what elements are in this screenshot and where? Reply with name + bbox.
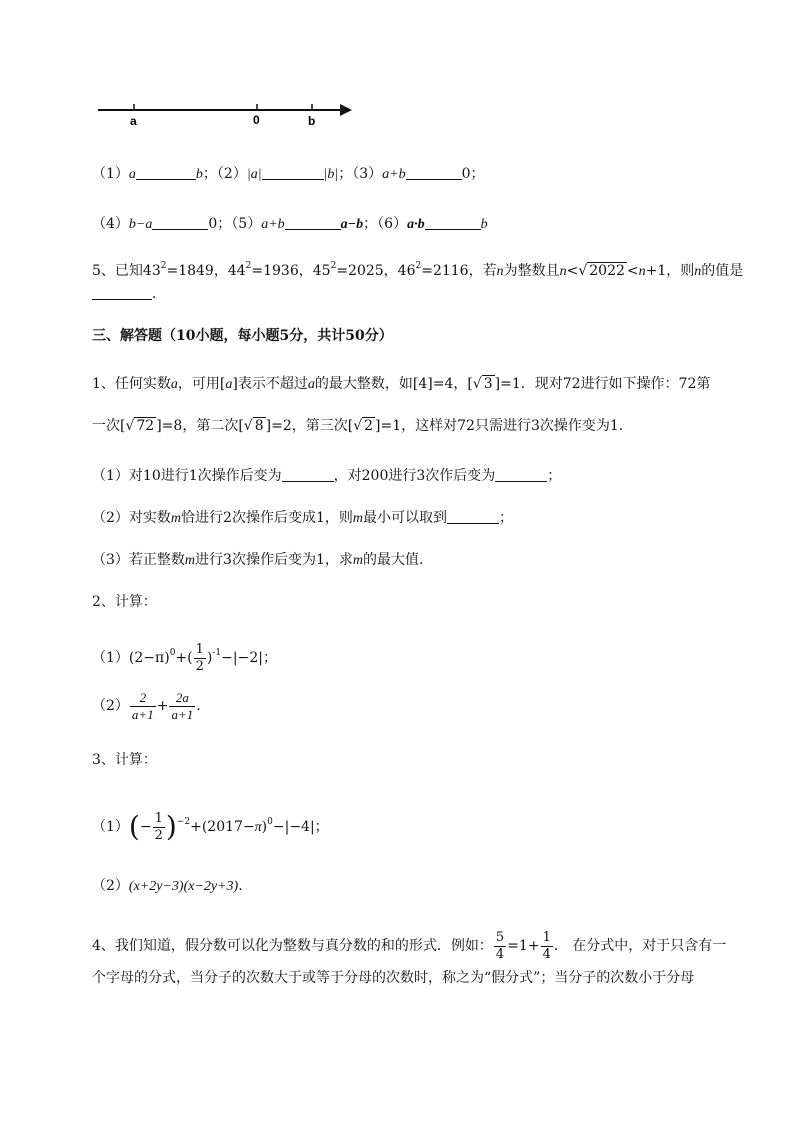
text: ]=1．现对72进行如下操作：72第 (494, 376, 711, 392)
end: ． (238, 878, 253, 894)
expr: b−a (128, 217, 153, 232)
number-line-arrow (340, 104, 352, 116)
sqrt-value: 2022 (589, 263, 625, 279)
sup: 2 (330, 261, 337, 271)
expr: (2−π) (128, 650, 170, 666)
problem-2-title: 2、计算： (92, 594, 157, 610)
text: =1849，44 (166, 263, 246, 279)
sqrt-value: 72 (136, 418, 155, 434)
var-m: m (352, 511, 363, 526)
pi: π (254, 820, 262, 835)
question-5: 5、已知$43^2=1849$，$44^2=1936$，$45^2=2025$，$46^2=2116$，若n为整数且n<√ 2022 <n+1，则n的值是 (92, 261, 744, 279)
fraction (194, 642, 206, 675)
blank[interactable] (285, 215, 341, 230)
text: 最小可以取到 (363, 510, 447, 526)
blank[interactable] (425, 215, 481, 230)
numerator: 2 (130, 690, 156, 707)
text: 进行3次操作后变为1，求 (195, 552, 353, 568)
text: ，可用[ (177, 376, 226, 392)
text: 的值是 (701, 263, 744, 279)
paren: ) (165, 810, 177, 843)
problem-3-sub-1 (92, 802, 329, 848)
var-n: n (496, 264, 504, 279)
text: 的最大值． (363, 552, 433, 568)
sep: ；（5） (217, 216, 262, 232)
label-a: a (130, 114, 137, 128)
fraction (130, 690, 156, 723)
fill-line-1 (92, 164, 485, 185)
label: （2） (92, 878, 129, 894)
section-3-heading: 三、解答题（10小题，每小题5分，共计50分） (92, 328, 393, 344)
var-n: n (694, 264, 702, 279)
text: +1，则 (645, 263, 695, 279)
var-b: b (480, 217, 488, 232)
expr: −|−2|； (221, 650, 277, 666)
text: ]表示不超过 (232, 376, 308, 392)
text: =2116，若 (421, 263, 497, 279)
var-n: n (638, 264, 646, 279)
sep: ；（3） (338, 166, 383, 182)
denominator: a+1 (171, 706, 194, 722)
sqrt-value: 8 (254, 418, 264, 434)
var-m: m (352, 553, 363, 568)
sup: 0 (267, 817, 273, 827)
text: （2）对实数 (92, 510, 171, 526)
abs-a: |a| (246, 167, 262, 182)
text: （3）若正整数 (92, 552, 185, 568)
sqrt-value: 3 (483, 376, 493, 392)
zero: 0 (461, 166, 471, 182)
sup: -1 (212, 648, 222, 658)
var-a: a (307, 377, 315, 392)
denominator: a+1 (131, 706, 154, 722)
expr: a+b (261, 217, 285, 232)
text: 5、已知43 (92, 263, 161, 279)
problem-1-sub-2 (92, 508, 513, 529)
label: （1） (92, 166, 129, 182)
blank[interactable] (447, 509, 499, 524)
sep: ；（6） (363, 216, 408, 232)
expr: =1+ (507, 938, 540, 954)
label: （1） (92, 819, 129, 835)
sup: −2 (176, 817, 191, 827)
problem-1-line-2: 一次[√ 72 ]=8，第二次[√ 8 ]=2，第三次[√ 2 ]=1，这样对72只需进行3次操作变为1． (92, 418, 633, 434)
problem-1-line-1: 1、任何实数a，可用[a]表示不超过a的最大整数，如[4]=4，[√ 3 ]=1．现对72进行如下操作：72第 (92, 376, 711, 392)
sup: 2 (245, 261, 252, 271)
numerator: 2a (169, 690, 195, 707)
problem-4-line-2: 个字母的分式，当分子的次数大于或等于分母的次数时，称之为“假分式”；当分子的次数小于分母 (92, 970, 695, 986)
plus: + (156, 698, 169, 714)
expr: a−b (340, 217, 364, 232)
text: =1936，45 (251, 263, 331, 279)
expr: a+b (382, 167, 406, 182)
end: ． (196, 698, 211, 714)
label-b: b (308, 114, 316, 128)
numerator: 5 (495, 929, 505, 945)
zero: 0 (208, 216, 218, 232)
var-n: n (559, 264, 567, 279)
text: =2025，46 (336, 263, 416, 279)
text: ]=2，第三次[ (265, 418, 354, 434)
label: （2） (92, 698, 129, 714)
text: （1）对10进行1次操作后变为 (92, 468, 282, 484)
blank[interactable] (282, 467, 334, 482)
problem-3-title: 3、计算： (92, 752, 157, 768)
expr: ) (206, 650, 213, 666)
sup: 0 (169, 648, 176, 658)
expr: (x+2y−3)(x−2y+3) (128, 879, 239, 894)
fraction (153, 811, 165, 844)
var-a: a (128, 167, 136, 182)
var-a: a (225, 377, 233, 392)
sqrt-value: 2 (364, 418, 374, 434)
numerator: 1 (154, 810, 163, 826)
lt: < (566, 263, 579, 279)
numerator: 1 (195, 641, 204, 657)
problem-2-sub-1 (92, 636, 277, 675)
text: 4、我们知道，假分数可以化为整数与真分数的和的形式．例如： (92, 938, 493, 954)
problem-1-sub-3 (92, 550, 433, 571)
text: 的最大整数，如[4]=4，[ (314, 376, 473, 392)
blank[interactable] (152, 215, 208, 230)
denominator: 2 (195, 658, 204, 674)
blank[interactable] (495, 467, 547, 482)
expr: +(2017− (190, 819, 255, 835)
text: 恰进行2次操作后变成1，则 (181, 510, 353, 526)
text: ，对200进行3次作后变为 (333, 468, 496, 484)
sup: 2 (160, 261, 167, 271)
fraction (541, 930, 553, 963)
lt: < (626, 263, 639, 279)
end: ； (499, 510, 513, 526)
problem-2-sub-2 (92, 688, 210, 724)
problem-1-sub-1 (92, 466, 561, 486)
expr: ) (261, 819, 268, 835)
fill-line-2 (92, 214, 488, 235)
end: ； (470, 166, 485, 182)
text: ]=1，这样对72只需进行3次操作变为1． (375, 418, 633, 434)
sep: ；（2） (202, 166, 247, 182)
text: 1、任何实数 (92, 376, 171, 392)
denominator: 2 (154, 827, 163, 843)
expr: +( (175, 650, 193, 666)
blank[interactable] (406, 165, 462, 180)
numerator: 1 (542, 929, 551, 945)
label-0: 0 (253, 113, 260, 127)
number-line (96, 98, 356, 130)
fraction (494, 930, 506, 963)
minus: − (139, 819, 152, 835)
blank[interactable] (262, 165, 324, 180)
text: 一次[ (92, 418, 126, 434)
expr: −|−4|； (272, 819, 329, 835)
var-a: a (170, 377, 178, 392)
var-m: m (170, 511, 182, 526)
question-5-blank-line (92, 284, 166, 304)
var-m: m (184, 553, 196, 568)
denominator: 4 (542, 946, 551, 962)
text: ． 在分式中，对于只含有一 (553, 938, 727, 954)
end: ； (547, 468, 562, 484)
expr: a·b (407, 217, 425, 232)
problem-3-sub-2 (92, 876, 252, 897)
denominator: 4 (495, 946, 505, 962)
label: （4） (92, 216, 129, 232)
fraction (169, 690, 195, 723)
blank[interactable] (136, 165, 196, 180)
paren: ( (128, 810, 140, 843)
text: ]=8，第二次[ (156, 418, 244, 434)
abs-b: |b| (323, 167, 339, 182)
end: ． (152, 286, 166, 302)
text: 为整数且 (503, 263, 560, 279)
blank[interactable] (92, 285, 152, 300)
problem-4-line-1 (92, 928, 726, 964)
var-b: b (195, 167, 203, 182)
label: （1） (92, 650, 129, 666)
sup: 2 (415, 261, 422, 271)
